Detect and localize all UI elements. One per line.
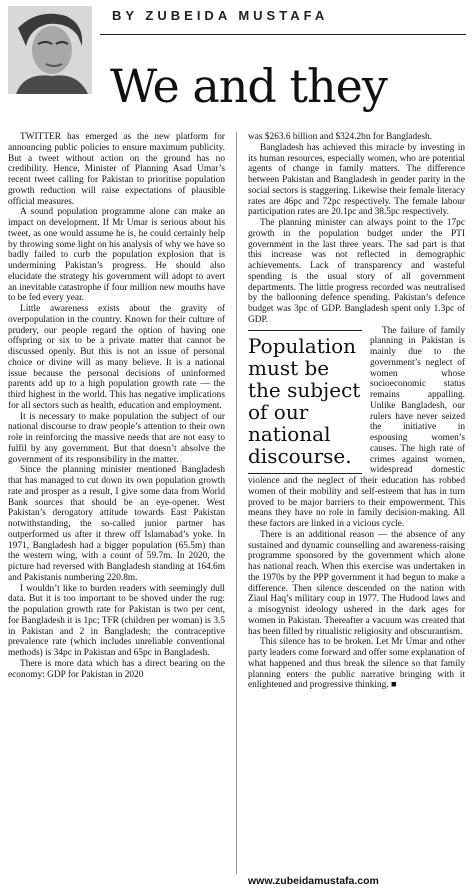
column-divider	[236, 132, 237, 874]
article-paragraph: The planning minister can always point to the 17pc growth in the population budget under the PTI government in the last three years. The sad part is that this increase was not reflected in demographic achievements. Lack of transparency and wasteful spending is the usual story of all government departments. The little progress recorded was neutralised by the ballooning defence spending. Pakistan’s defence budget was 3pc of GDP. Bangladesh spent only 1.3pc of GDP.	[248, 218, 465, 325]
byline: BY ZUBEIDA MUSTAFA	[112, 8, 329, 23]
article-paragraph: There is more data which has a direct bearing on the economy: GDP for Pakistan in 2020	[8, 658, 225, 680]
article-paragraph: The failure of family planning in Pakistan is mainly due to the government’s neglect of women whose socioeconomic status remains appalling. Unlike Bangladesh, our rulers have never seized the initiative in espousing women’s causes. The high rate of crimes against women, widespread domestic violence and the neglect of their education has robbed women of their mobility and self-esteem that has in turn proved to be major barriers to their empowerment. This means they have no role in family decision-making. All these factors are linked in a vicious cycle.	[248, 325, 465, 529]
author-website-link[interactable]: www.zubeidamustafa.com	[248, 875, 379, 887]
article-header	[0, 0, 474, 120]
article-paragraph: was $263.6 billion and $324.2bn for Bangladesh.	[248, 132, 432, 142]
byline-divider	[100, 34, 466, 35]
author-portrait	[8, 6, 92, 94]
article-paragraph: Since the planning minister mentioned Bangladesh that has managed to cut down its own population growth rate and prosper as a result, I give some data from World Bank sources that should be an eye-opener. West Pakistan’s derogatory attitude towards East Pakistan notwithstanding, the so-called junior partner has outperformed us after it threw off Islamabad’s yoke. In 1971, Bangladesh had a bigger population (65.5m) than the western wing, with a count of 59.7m. In 2020, the picture had reversed with Bangladesh standing at 164.6m and Pakistanis numbering 220.8m.	[8, 465, 225, 583]
article-headline: We and they	[110, 59, 387, 113]
article-column-right	[248, 132, 465, 691]
article-paragraph: Bangladesh has achieved this miracle by investing in its human resources, especially women, who are potential agents of change in family matters. The difference between Pakistan and Bangladesh in gender parity in the social sectors is staggering. Likewise their female literacy rates are 46pc and 72pc respectively. The female labour participation rates are 20.1pc and 38.5pc respectively.	[248, 142, 465, 218]
article-paragraph: This silence has to be broken. Let Mr Umar and other party leaders come forward and offer some explanation of what happened and thus break the silence so that family planning enters the public narrative bringing with it enlightened and progressive thinking. ■	[248, 637, 465, 691]
article-paragraph: It is necessary to make population the subject of our national discourse to draw people’s attention to their own role in reinforcing the massive needs that are not easy to fulfil by any government. But that doesn’t absolve the government of its responsibility in the matter.	[8, 411, 225, 465]
article-paragraph: TWITTER has emerged as the new platform for announcing public policies to ensure maximum publicity. But a tweet without action on the ground has no credibility. Hence, Minister of Planning Asad Umar’s recent tweet calling for Pakistan to prioritise population growth reduction will raise expectations of plausible official measures.	[8, 132, 225, 207]
article-paragraph: There is an additional reason — the absence of any sustained and dynamic counselling and awareness-raising programme sponsored by the government which alone has national reach. When this exercise was undertaken in the 1970s by the PPP government it had begun to make a difference. Then silence descended on the nation with Ziaul Haq’s military coup in 1977. The Hudood laws and a misogynist ideology ushered in the dark ages for women in Pakistan. Thereafter a vacuum was created that has been filled by ritualistic religiosity and obscurantism.	[248, 529, 465, 637]
article-paragraph: I wouldn’t like to burden readers with seemingly dull data. But it is too important to be shoved under the rug: the population growth rate for Pakistan is two per cent, for Bangladesh it is 1pc; TFR (children per woman) is 3.5 in Pakistan and 2 in Bangladesh; the contraceptive prevalence rate (which includes unreliable conventional methods) is 34pc in Pakistan and 65pc in Bangladesh.	[8, 583, 225, 658]
author-portrait-image	[8, 6, 92, 94]
article-paragraph: Little awareness exists about the gravity of overpopulation in the country. Known for their culture of prudery, our people regard the option of having one offspring or six to be a private matter that cannot be discussed openly. But this is not an issue of personal choice or divine will as many believe. It is a national issue because the personal decisions of uninformed parents add up to a high population growth rate — the third highest in the world. This has negative implications for all sectors such as health, education and employment.	[8, 304, 225, 411]
article-column-left	[8, 132, 225, 680]
article-paragraph: A sound population programme alone can make an impact on development. If Mr Umar is serious about his tweet, as one would assume he is, he could certainly help by throwing some light on his analysis of why we have so badly failed to curb the population explosion that is undermining Pakistan’s progress. He should also elucidate the strategy his government will adopt to avert an inevitable catastrophe if four million new mouths have to be fed every year.	[8, 207, 225, 304]
pull-quote: Population must be the subject of our national discourse.	[248, 330, 362, 474]
